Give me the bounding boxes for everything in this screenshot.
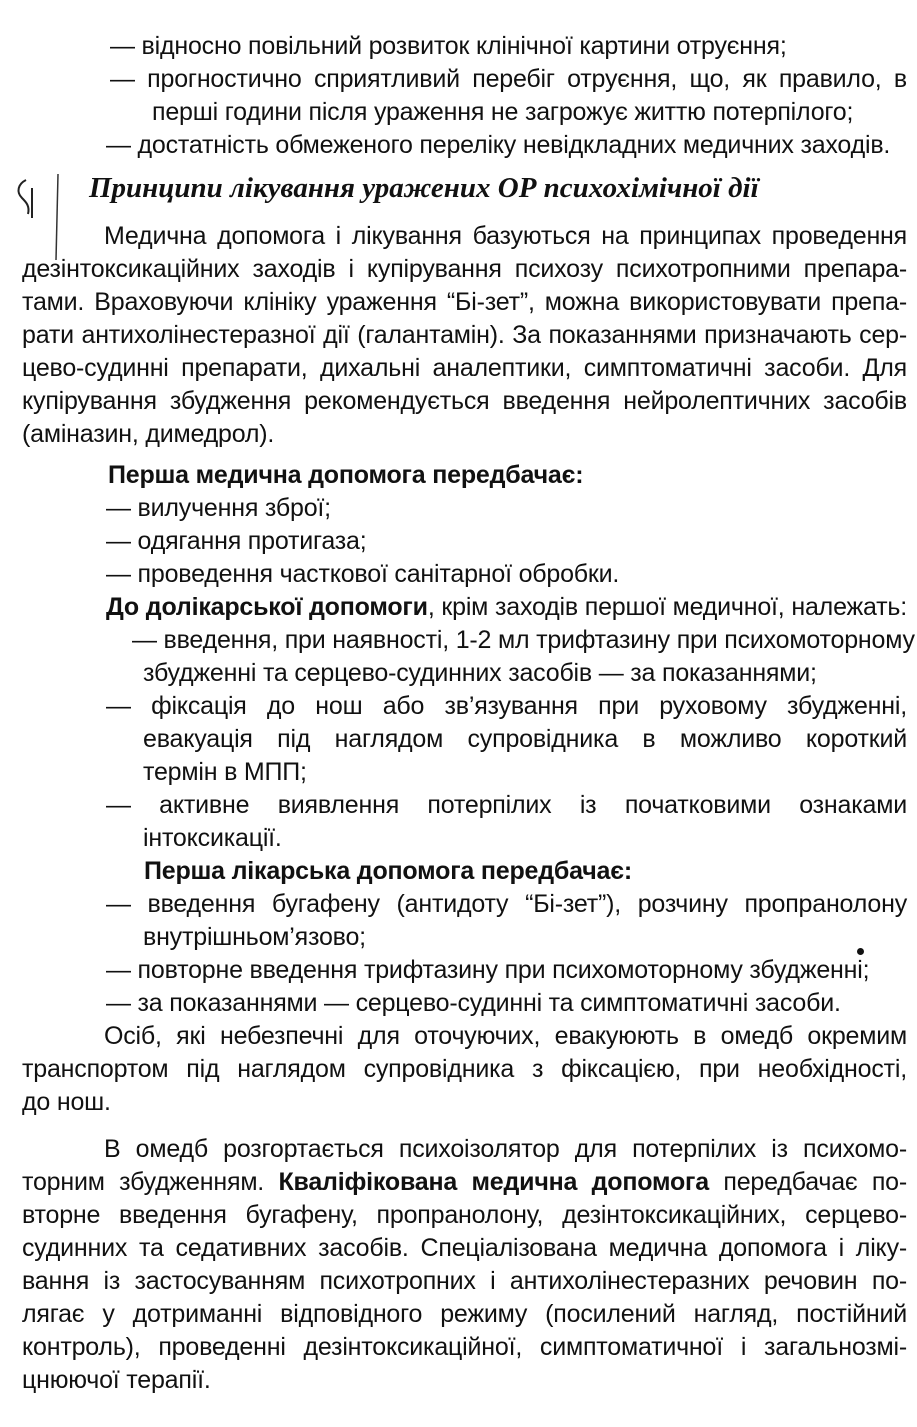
list-item: — повторне введення трифтазину при психомоторному збудженні; bbox=[106, 956, 870, 984]
paragraph-line: цнюючої терапії. bbox=[22, 1366, 211, 1394]
list-item: — одягання протигаза; bbox=[106, 527, 367, 555]
paragraph-line: цево-судинні препарати, дихальні аналептики, симптоматичні засоби. Для bbox=[22, 354, 907, 382]
paragraph-omedb bbox=[22, 1133, 907, 1397]
list-item: — проведення часткової санітарної обробки. bbox=[106, 560, 620, 588]
list-item: — введення, при наявності, 1-2 мл трифтазину при психомоторному bbox=[132, 626, 915, 654]
text-span: торним збудженням. bbox=[22, 1168, 279, 1196]
paragraph-line: вання із застосуванням психотропних і антихолінестеразних речовин по- bbox=[22, 1267, 907, 1295]
list-item: — відносно повільний розвиток клінічної картини отруєння; bbox=[110, 32, 787, 60]
list-item-continuation: збудженні та серцево-судинних засобів — за показаннями; bbox=[143, 659, 817, 687]
paragraph-line: Медична допомога і лікування базуються на принципах проведення bbox=[104, 222, 907, 250]
paragraph-intro bbox=[22, 220, 907, 451]
list-item-continuation: внутрішньом’язово; bbox=[143, 923, 366, 951]
document-page bbox=[22, 30, 915, 1397]
paragraph-line bbox=[22, 1166, 907, 1199]
paragraph-line: контроль), проведенні дезінтоксикаційної, симптоматичної і загальнозмі- bbox=[22, 1333, 907, 1361]
list-item: — активне виявлення потерпілих із початковими ознаками bbox=[106, 791, 907, 819]
list-item: — прогностично сприятливий перебіг отруєння, що, як правило, в bbox=[110, 65, 907, 93]
paragraph-line: рати антихолінестеразної дії (галантамін). За показаннями призначають сер- bbox=[22, 321, 907, 349]
pre-medical-title-bold: До долікарської допомоги bbox=[106, 593, 428, 621]
paragraph-line: (аміназин, димедрол). bbox=[22, 420, 275, 448]
list-item: — достатність обмеженого переліку невідкладних медичних заходів. bbox=[106, 131, 891, 159]
list-item-continuation: термін в МПП; bbox=[143, 758, 307, 786]
pre-medical-title-rest: , крім заходів першої медичної, належать: bbox=[427, 593, 907, 621]
first-aid-title: Перша медична допомога передбачає: bbox=[108, 461, 584, 489]
list-item-continuation: інтоксикації. bbox=[143, 824, 282, 852]
list-item: — введення бугафену (антидоту “Бі-зет”), розчину пропранолону bbox=[106, 890, 907, 918]
paragraph-line: В омедб розгортається психоізолятор для потерпілих із психомо- bbox=[104, 1135, 907, 1163]
list-item: — вилучення зброї; bbox=[106, 494, 331, 522]
paragraph-line: вторне введення бугафену, пропранолону, дезінтоксикаційних, серцево- bbox=[22, 1201, 907, 1229]
qualified-care-term: Кваліфікована медична допомога bbox=[278, 1168, 709, 1196]
list-item: — фіксація до нош або зв’язування при руховому збудженні, bbox=[106, 692, 907, 720]
paragraph-line: Осіб, які небезпечні для оточуючих, евакуюють в омедб окремим bbox=[104, 1022, 907, 1050]
paragraph-evacuation bbox=[22, 1020, 907, 1119]
paragraph-line: судинних та седативних засобів. Спеціалізована медична допомога і ліку- bbox=[22, 1234, 907, 1262]
text-span: передбачає по- bbox=[708, 1168, 908, 1196]
list-item: — за показаннями — серцево-судинні та симптоматичні засоби. bbox=[106, 989, 841, 1017]
pre-medical-title bbox=[22, 591, 907, 624]
paragraph-line: транспортом під наглядом супровідника з фіксацією, при необхідності, bbox=[22, 1055, 907, 1083]
section-heading: Принципи лікування уражених ОР психохімічної дії bbox=[89, 172, 759, 204]
list-item-continuation: перші години після ураження не загрожує життю потерпілого; bbox=[152, 98, 854, 126]
paragraph-line: дезінтоксикаційних заходів і купірування психозу психотропними препара- bbox=[22, 255, 907, 283]
list-item-continuation: евакуація під наглядом супровідника в можливо короткий bbox=[143, 725, 907, 753]
paragraph-line: лягає у дотриманні відповідного режиму (посилений нагляд, постійний bbox=[22, 1300, 907, 1328]
paragraph-line: купірування збудження рекомендується введення нейролептичних засобів bbox=[22, 387, 907, 415]
first-doctor-title: Перша лікарська допомога передбачає: bbox=[144, 857, 632, 885]
paragraph-line: тами. Враховуючи клініку ураження “Бі-зет”, можна використовувати препа- bbox=[22, 288, 907, 316]
paragraph-line: до нош. bbox=[22, 1088, 111, 1116]
